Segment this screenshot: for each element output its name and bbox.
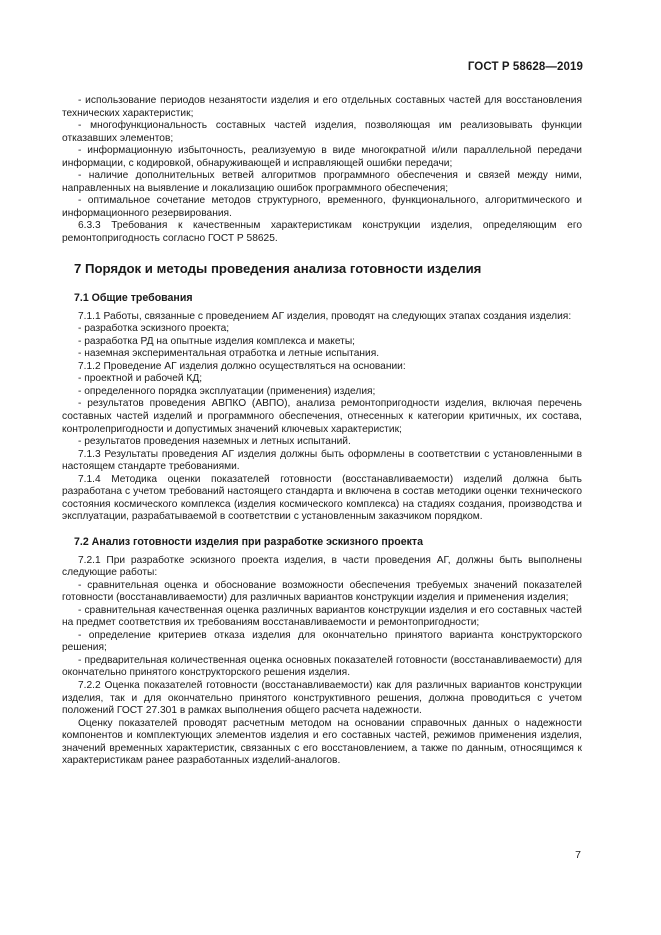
list-item: - наличие дополнительных ветвей алгоритмов программного обеспечения и связей между ними, направленных на выявление и локализацию ошибок программного обеспечения;	[62, 170, 582, 194]
subsection-heading: 7.1 Общие требования	[74, 292, 193, 305]
list-item: - сравнительная качественная оценка различных вариантов конструкции изделия и его составных частей на предмет соответствия их требованиям восстанавливаемости и ремонтопригодности;	[62, 604, 582, 629]
list-item: - результатов проведения наземных и летных испытаний.	[78, 436, 351, 448]
list-item: - информационную избыточность, реализуемую в виде многократной и/или параллельной передачи информации, с кодировкой, обнаруживающей и исправляющей ошибки передачи;	[62, 145, 582, 169]
list-item: - разработка РД на опытные изделия комплекса и макеты;	[78, 335, 355, 347]
list-item: - наземная экспериментальная отработка и летные испытания.	[78, 348, 380, 360]
subsection-heading: 7.2 Анализ готовности изделия при разработке эскизного проекта	[74, 535, 423, 548]
paragraph: 7.1.4 Методика оценки показателей готовности (восстанавливаемости) изделий должна быть разработана с учетом требований настоящего стандарта и включена в состав методики оценки технического состояния космического комплекса (изделия космического комплекса) на стадиях создания, производства и эксплуатации, разрабатываемой в соответствии с установленным заказчиком порядком.	[62, 473, 582, 523]
section-heading: 7 Порядок и методы проведения анализа готовности изделия	[74, 260, 482, 276]
document-body	[62, 95, 582, 768]
paragraph: 7.1.3 Результаты проведения АГ изделия должны быть оформлены в соответствии с установленными в настоящем стандарте требованиями.	[62, 448, 582, 473]
list-item: - определенного порядка эксплуатации (применения) изделия;	[78, 385, 376, 397]
list-item: - предварительная количественная оценка основных показателей готовности (восстанавливаемости) для окончательно принятого конструкторского решения изделия.	[62, 654, 582, 679]
list-item: - результатов проведения АВПКО (АВПО), анализа ремонтопригодности изделия, включая перечень составных частей изделий и программного обеспечения, отнесенных к категории критичных, их состава, контролепригодности и допустимых значений ключевых характеристик;	[62, 398, 582, 435]
paragraph: 7.2.1 При разработке эскизного проекта изделия, в части проведения АГ, должны быть выполнены следующие работы:	[62, 554, 582, 579]
paragraph: 7.2.2 Оценка показателей готовности (восстанавливаемости) как для различных вариантов конструкции изделия, так и для окончательно принятого конструктивного решения, должна проводиться с учетом положений ГОСТ 27.301 в рамках выполнения общего расчета надежности.	[62, 679, 582, 717]
paragraph: 6.3.3 Требования к качественным характеристикам конструкции изделия, определяющим его ремонтопригодность согласно ГОСТ Р 58625.	[62, 220, 582, 245]
paragraph: 7.1.1 Работы, связанные с проведением АГ изделия, проводят на следующих этапах создания изделия:	[78, 310, 572, 322]
list-item: - разработка эскизного проекта;	[78, 323, 230, 335]
paragraph: 7.1.2 Проведение АГ изделия должно осуществляться на основании:	[78, 360, 406, 372]
list-item: - сравнительная оценка и обоснование возможности обеспечения требуемых значений показателей готовности (восстанавливаемости) для различных вариантов конструкции изделия и применения изделия;	[62, 579, 582, 604]
page-number: 7	[575, 849, 581, 861]
list-item: - использование периодов незанятости изделия и его отдельных составных частей для восстановления технических характеристик;	[62, 95, 582, 119]
list-item: - многофункциональность составных частей изделия, позволяющая им реализовывать функции отказавших элементов;	[62, 120, 582, 144]
paragraph: Оценку показателей проводят расчетным методом на основании справочных данных о надежности компонентов и комплектующих элементов изделия и его составных частей, режимов применения изделия, значений временных характеристик, связанных с его восстановлением, а также по данным, относящимся к характеристикам ранее разработанных изделий-аналогов.	[62, 717, 582, 767]
list-item: - определение критериев отказа изделия для окончательно принятого варианта конструкторского решения;	[62, 629, 582, 654]
list-item: - оптимальное сочетание методов структурного, временного, функционального, алгоритмического и информационного резервирования.	[62, 195, 582, 219]
list-item: - проектной и рабочей КД;	[78, 373, 203, 385]
document-header: ГОСТ Р 58628—2019	[467, 61, 583, 73]
